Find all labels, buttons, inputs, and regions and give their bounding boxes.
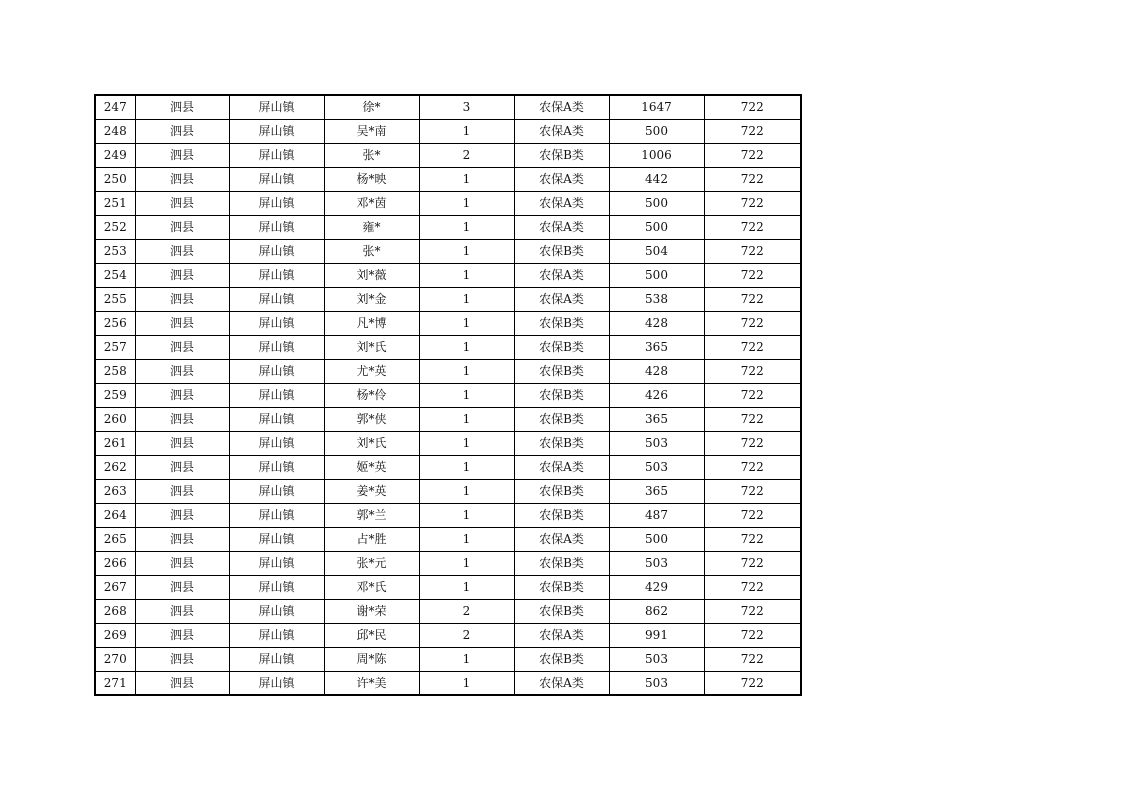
cell-insurance-category: 农保B类 — [514, 647, 609, 671]
cell-town: 屏山镇 — [229, 359, 324, 383]
cell-insurance-category: 农保B类 — [514, 143, 609, 167]
cell-insurance-category: 农保B类 — [514, 479, 609, 503]
cell-name: 吴*南 — [324, 119, 419, 143]
cell-standard: 722 — [704, 623, 801, 647]
cell-insurance-category: 农保B类 — [514, 575, 609, 599]
cell-amount: 862 — [609, 599, 704, 623]
cell-insurance-category: 农保B类 — [514, 311, 609, 335]
cell-name: 凡*博 — [324, 311, 419, 335]
cell-county: 泗县 — [135, 311, 229, 335]
cell-name: 徐* — [324, 95, 419, 119]
cell-standard: 722 — [704, 407, 801, 431]
cell-standard: 722 — [704, 239, 801, 263]
cell-amount: 365 — [609, 407, 704, 431]
cell-household-size: 1 — [419, 455, 514, 479]
cell-household-size: 1 — [419, 263, 514, 287]
cell-town: 屏山镇 — [229, 407, 324, 431]
cell-name: 姬*英 — [324, 455, 419, 479]
cell-amount: 500 — [609, 263, 704, 287]
cell-name: 谢*荣 — [324, 599, 419, 623]
table-row — [95, 335, 801, 359]
cell-county: 泗县 — [135, 215, 229, 239]
cell-insurance-category: 农保B类 — [514, 431, 609, 455]
cell-insurance-category: 农保B类 — [514, 359, 609, 383]
cell-insurance-category: 农保A类 — [514, 455, 609, 479]
cell-household-size: 1 — [419, 311, 514, 335]
cell-household-size: 1 — [419, 503, 514, 527]
cell-insurance-category: 农保B类 — [514, 599, 609, 623]
cell-household-size: 2 — [419, 599, 514, 623]
table-row — [95, 431, 801, 455]
table-row — [95, 263, 801, 287]
cell-amount: 429 — [609, 575, 704, 599]
cell-name: 占*胜 — [324, 527, 419, 551]
records-table-body — [95, 95, 801, 695]
cell-row-number: 249 — [95, 143, 135, 167]
cell-insurance-category: 农保B类 — [514, 407, 609, 431]
cell-county: 泗县 — [135, 599, 229, 623]
cell-name: 雍* — [324, 215, 419, 239]
cell-name: 尤*英 — [324, 359, 419, 383]
cell-insurance-category: 农保A类 — [514, 95, 609, 119]
cell-name: 刘*氏 — [324, 335, 419, 359]
table-row — [95, 119, 801, 143]
table-row — [95, 527, 801, 551]
cell-row-number: 255 — [95, 287, 135, 311]
table-row — [95, 311, 801, 335]
cell-amount: 503 — [609, 551, 704, 575]
cell-row-number: 252 — [95, 215, 135, 239]
cell-insurance-category: 农保A类 — [514, 119, 609, 143]
cell-insurance-category: 农保B类 — [514, 503, 609, 527]
cell-insurance-category: 农保A类 — [514, 167, 609, 191]
cell-row-number: 262 — [95, 455, 135, 479]
cell-household-size: 2 — [419, 623, 514, 647]
cell-standard: 722 — [704, 671, 801, 695]
cell-county: 泗县 — [135, 167, 229, 191]
cell-row-number: 257 — [95, 335, 135, 359]
table-row — [95, 599, 801, 623]
cell-amount: 500 — [609, 215, 704, 239]
cell-insurance-category: 农保A类 — [514, 671, 609, 695]
cell-name: 杨*伶 — [324, 383, 419, 407]
cell-county: 泗县 — [135, 647, 229, 671]
cell-insurance-category: 农保A类 — [514, 527, 609, 551]
cell-row-number: 267 — [95, 575, 135, 599]
table-row — [95, 671, 801, 695]
cell-row-number: 261 — [95, 431, 135, 455]
cell-row-number: 271 — [95, 671, 135, 695]
cell-county: 泗县 — [135, 551, 229, 575]
cell-standard: 722 — [704, 191, 801, 215]
cell-household-size: 1 — [419, 335, 514, 359]
cell-name: 郭*侠 — [324, 407, 419, 431]
cell-town: 屏山镇 — [229, 311, 324, 335]
cell-household-size: 1 — [419, 167, 514, 191]
cell-insurance-category: 农保A类 — [514, 287, 609, 311]
cell-town: 屏山镇 — [229, 479, 324, 503]
cell-town: 屏山镇 — [229, 671, 324, 695]
cell-household-size: 1 — [419, 671, 514, 695]
cell-standard: 722 — [704, 551, 801, 575]
cell-standard: 722 — [704, 287, 801, 311]
table-row — [95, 623, 801, 647]
cell-amount: 503 — [609, 671, 704, 695]
cell-town: 屏山镇 — [229, 119, 324, 143]
table-row — [95, 479, 801, 503]
cell-insurance-category: 农保A类 — [514, 263, 609, 287]
table-row — [95, 191, 801, 215]
cell-county: 泗县 — [135, 383, 229, 407]
cell-standard: 722 — [704, 215, 801, 239]
table-row — [95, 551, 801, 575]
cell-town: 屏山镇 — [229, 551, 324, 575]
cell-name: 许*美 — [324, 671, 419, 695]
table-row — [95, 455, 801, 479]
cell-standard: 722 — [704, 503, 801, 527]
cell-name: 张*元 — [324, 551, 419, 575]
cell-county: 泗县 — [135, 479, 229, 503]
cell-standard: 722 — [704, 431, 801, 455]
cell-county: 泗县 — [135, 287, 229, 311]
cell-row-number: 263 — [95, 479, 135, 503]
cell-row-number: 250 — [95, 167, 135, 191]
cell-town: 屏山镇 — [229, 191, 324, 215]
cell-amount: 503 — [609, 455, 704, 479]
cell-household-size: 1 — [419, 287, 514, 311]
cell-amount: 991 — [609, 623, 704, 647]
cell-household-size: 1 — [419, 383, 514, 407]
cell-household-size: 1 — [419, 239, 514, 263]
cell-town: 屏山镇 — [229, 503, 324, 527]
cell-standard: 722 — [704, 455, 801, 479]
cell-standard: 722 — [704, 359, 801, 383]
cell-insurance-category: 农保A类 — [514, 623, 609, 647]
cell-town: 屏山镇 — [229, 623, 324, 647]
cell-county: 泗县 — [135, 359, 229, 383]
cell-row-number: 269 — [95, 623, 135, 647]
cell-standard: 722 — [704, 263, 801, 287]
cell-town: 屏山镇 — [229, 647, 324, 671]
cell-town: 屏山镇 — [229, 335, 324, 359]
cell-standard: 722 — [704, 311, 801, 335]
table-row — [95, 647, 801, 671]
table-row — [95, 407, 801, 431]
table-row — [95, 575, 801, 599]
cell-household-size: 1 — [419, 407, 514, 431]
cell-row-number: 247 — [95, 95, 135, 119]
cell-standard: 722 — [704, 119, 801, 143]
cell-household-size: 1 — [419, 479, 514, 503]
cell-household-size: 2 — [419, 143, 514, 167]
cell-town: 屏山镇 — [229, 263, 324, 287]
cell-standard: 722 — [704, 335, 801, 359]
cell-row-number: 256 — [95, 311, 135, 335]
cell-name: 杨*映 — [324, 167, 419, 191]
cell-town: 屏山镇 — [229, 575, 324, 599]
cell-row-number: 260 — [95, 407, 135, 431]
cell-county: 泗县 — [135, 407, 229, 431]
cell-row-number: 254 — [95, 263, 135, 287]
cell-standard: 722 — [704, 383, 801, 407]
cell-amount: 487 — [609, 503, 704, 527]
cell-insurance-category: 农保A类 — [514, 191, 609, 215]
cell-county: 泗县 — [135, 95, 229, 119]
cell-name: 邓*氏 — [324, 575, 419, 599]
cell-county: 泗县 — [135, 575, 229, 599]
cell-standard: 722 — [704, 575, 801, 599]
records-table — [94, 94, 802, 696]
table-row — [95, 239, 801, 263]
cell-insurance-category: 农保A类 — [514, 215, 609, 239]
cell-name: 张* — [324, 239, 419, 263]
cell-amount: 500 — [609, 119, 704, 143]
cell-town: 屏山镇 — [229, 431, 324, 455]
cell-household-size: 1 — [419, 647, 514, 671]
cell-standard: 722 — [704, 167, 801, 191]
cell-county: 泗县 — [135, 527, 229, 551]
cell-amount: 426 — [609, 383, 704, 407]
cell-insurance-category: 农保B类 — [514, 383, 609, 407]
cell-county: 泗县 — [135, 671, 229, 695]
cell-amount: 1647 — [609, 95, 704, 119]
cell-row-number: 259 — [95, 383, 135, 407]
cell-standard: 722 — [704, 479, 801, 503]
cell-name: 周*陈 — [324, 647, 419, 671]
cell-household-size: 1 — [419, 527, 514, 551]
cell-county: 泗县 — [135, 335, 229, 359]
cell-name: 邱*民 — [324, 623, 419, 647]
cell-standard: 722 — [704, 143, 801, 167]
cell-row-number: 264 — [95, 503, 135, 527]
table-row — [95, 215, 801, 239]
cell-household-size: 1 — [419, 575, 514, 599]
cell-name: 刘*金 — [324, 287, 419, 311]
cell-name: 张* — [324, 143, 419, 167]
cell-household-size: 1 — [419, 215, 514, 239]
table-row — [95, 503, 801, 527]
table-row — [95, 359, 801, 383]
cell-household-size: 1 — [419, 551, 514, 575]
cell-amount: 428 — [609, 359, 704, 383]
cell-county: 泗县 — [135, 431, 229, 455]
cell-county: 泗县 — [135, 239, 229, 263]
cell-county: 泗县 — [135, 623, 229, 647]
cell-amount: 500 — [609, 191, 704, 215]
cell-town: 屏山镇 — [229, 599, 324, 623]
cell-town: 屏山镇 — [229, 95, 324, 119]
cell-household-size: 1 — [419, 191, 514, 215]
cell-insurance-category: 农保B类 — [514, 239, 609, 263]
cell-household-size: 3 — [419, 95, 514, 119]
table-row — [95, 383, 801, 407]
cell-county: 泗县 — [135, 503, 229, 527]
cell-row-number: 258 — [95, 359, 135, 383]
cell-town: 屏山镇 — [229, 143, 324, 167]
cell-amount: 538 — [609, 287, 704, 311]
cell-name: 郭*兰 — [324, 503, 419, 527]
cell-standard: 722 — [704, 647, 801, 671]
cell-name: 刘*薇 — [324, 263, 419, 287]
cell-town: 屏山镇 — [229, 215, 324, 239]
cell-row-number: 253 — [95, 239, 135, 263]
cell-amount: 1006 — [609, 143, 704, 167]
cell-amount: 428 — [609, 311, 704, 335]
cell-town: 屏山镇 — [229, 383, 324, 407]
cell-county: 泗县 — [135, 455, 229, 479]
cell-town: 屏山镇 — [229, 287, 324, 311]
cell-standard: 722 — [704, 95, 801, 119]
cell-county: 泗县 — [135, 263, 229, 287]
cell-name: 刘*氏 — [324, 431, 419, 455]
cell-amount: 365 — [609, 479, 704, 503]
cell-amount: 500 — [609, 527, 704, 551]
cell-town: 屏山镇 — [229, 239, 324, 263]
cell-amount: 442 — [609, 167, 704, 191]
cell-household-size: 1 — [419, 119, 514, 143]
cell-row-number: 268 — [95, 599, 135, 623]
cell-row-number: 266 — [95, 551, 135, 575]
cell-amount: 503 — [609, 647, 704, 671]
cell-town: 屏山镇 — [229, 167, 324, 191]
cell-standard: 722 — [704, 599, 801, 623]
cell-amount: 365 — [609, 335, 704, 359]
cell-household-size: 1 — [419, 431, 514, 455]
cell-town: 屏山镇 — [229, 455, 324, 479]
cell-town: 屏山镇 — [229, 527, 324, 551]
cell-row-number: 270 — [95, 647, 135, 671]
table-row — [95, 95, 801, 119]
cell-row-number: 265 — [95, 527, 135, 551]
cell-row-number: 248 — [95, 119, 135, 143]
cell-household-size: 1 — [419, 359, 514, 383]
cell-county: 泗县 — [135, 119, 229, 143]
table-row — [95, 143, 801, 167]
cell-insurance-category: 农保B类 — [514, 335, 609, 359]
cell-insurance-category: 农保B类 — [514, 551, 609, 575]
cell-row-number: 251 — [95, 191, 135, 215]
cell-amount: 503 — [609, 431, 704, 455]
table-row — [95, 167, 801, 191]
cell-county: 泗县 — [135, 143, 229, 167]
cell-name: 邓*茵 — [324, 191, 419, 215]
cell-county: 泗县 — [135, 191, 229, 215]
table-row — [95, 287, 801, 311]
cell-amount: 504 — [609, 239, 704, 263]
cell-standard: 722 — [704, 527, 801, 551]
cell-name: 姜*英 — [324, 479, 419, 503]
